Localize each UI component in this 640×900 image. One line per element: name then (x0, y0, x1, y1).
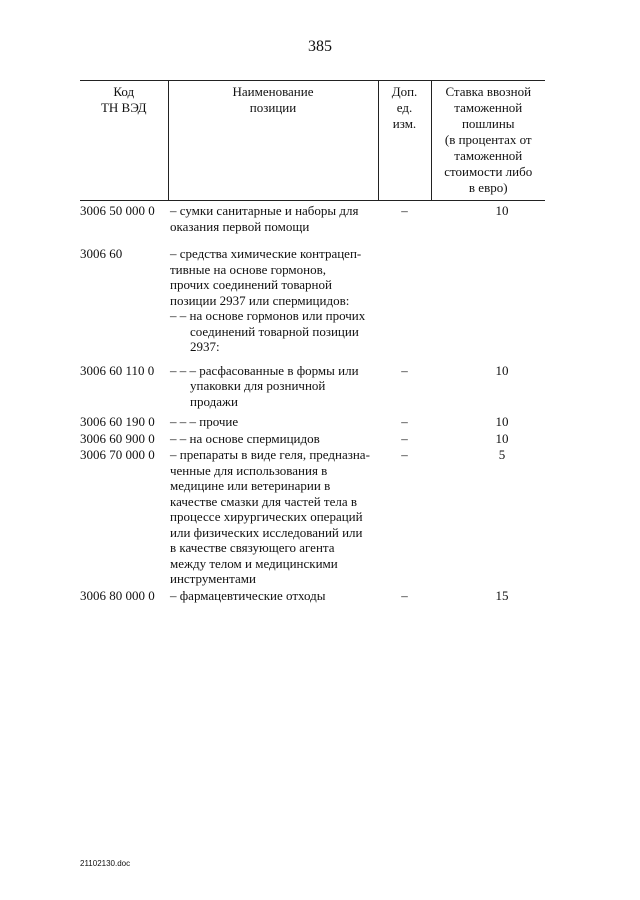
table-row (80, 431, 545, 448)
row-rate: 10 (495, 430, 509, 446)
row-unit: – (401, 587, 408, 603)
header-code: Код ТН ВЭД (80, 81, 168, 201)
row-code: 3006 60 110 0 (80, 362, 155, 378)
table-row (80, 201, 545, 236)
row-unit: – (401, 447, 408, 462)
row-unit: – (401, 430, 408, 446)
row-name: – средства химические контрацеп- тивные на основе гормонов, прочих соединений товарной позиции 2937 или спермицидов: – – на основе гормонов или прочих соединений товарной позиции 2937: (170, 246, 366, 354)
footer-filename: 21102130.doc (80, 859, 131, 868)
row-unit (378, 235, 431, 356)
row-unit: – (401, 362, 408, 378)
row-code: 3006 60 900 0 (80, 430, 155, 446)
tariff-table (80, 80, 545, 604)
row-code: 3006 60 (80, 246, 123, 261)
table-row (80, 588, 545, 605)
header-unit: Доп. ед. изм. (378, 81, 431, 201)
row-name: – фармацевтические отходы (170, 587, 326, 603)
row-code: 3006 60 190 0 (80, 414, 155, 429)
row-rate (431, 235, 545, 356)
row-rate: 10 (495, 203, 509, 218)
header-name: Наименование позиции (168, 81, 378, 201)
table-row (80, 235, 545, 356)
row-rate: 15 (495, 587, 509, 603)
table-row (80, 410, 545, 431)
table-header-row (80, 81, 545, 201)
row-rate: 10 (495, 414, 509, 429)
row-name: – препараты в виде геля, предназна- ченные для использования в медицине или ветеринарии в качестве смазки для частей тела в процессе хирургических операций или физических исследований или в качестве связующего агента между телом и медицинскими инструментами (170, 447, 370, 586)
row-code: 3006 50 000 0 (80, 203, 155, 218)
table-row (80, 356, 545, 411)
row-name: – – на основе спермицидов (170, 430, 320, 446)
row-rate: 5 (498, 447, 506, 462)
row-name: – сумки санитарные и наборы для оказания первой помощи (170, 203, 359, 234)
row-rate: 10 (495, 362, 509, 378)
page-number: 385 (308, 38, 332, 55)
table-row (80, 447, 545, 588)
row-code: 3006 80 000 0 (80, 587, 155, 603)
row-code: 3006 70 000 0 (80, 447, 155, 462)
header-rate: Ставка ввозной таможенной пошлины (в процентах от таможенной стоимости либо в евро) (431, 81, 545, 201)
row-unit: – (401, 203, 408, 218)
row-name: – – – прочие (170, 414, 239, 429)
row-unit: – (401, 414, 408, 429)
row-name: – – – расфасованные в формы или упаковки для розничной продажи (170, 362, 359, 409)
